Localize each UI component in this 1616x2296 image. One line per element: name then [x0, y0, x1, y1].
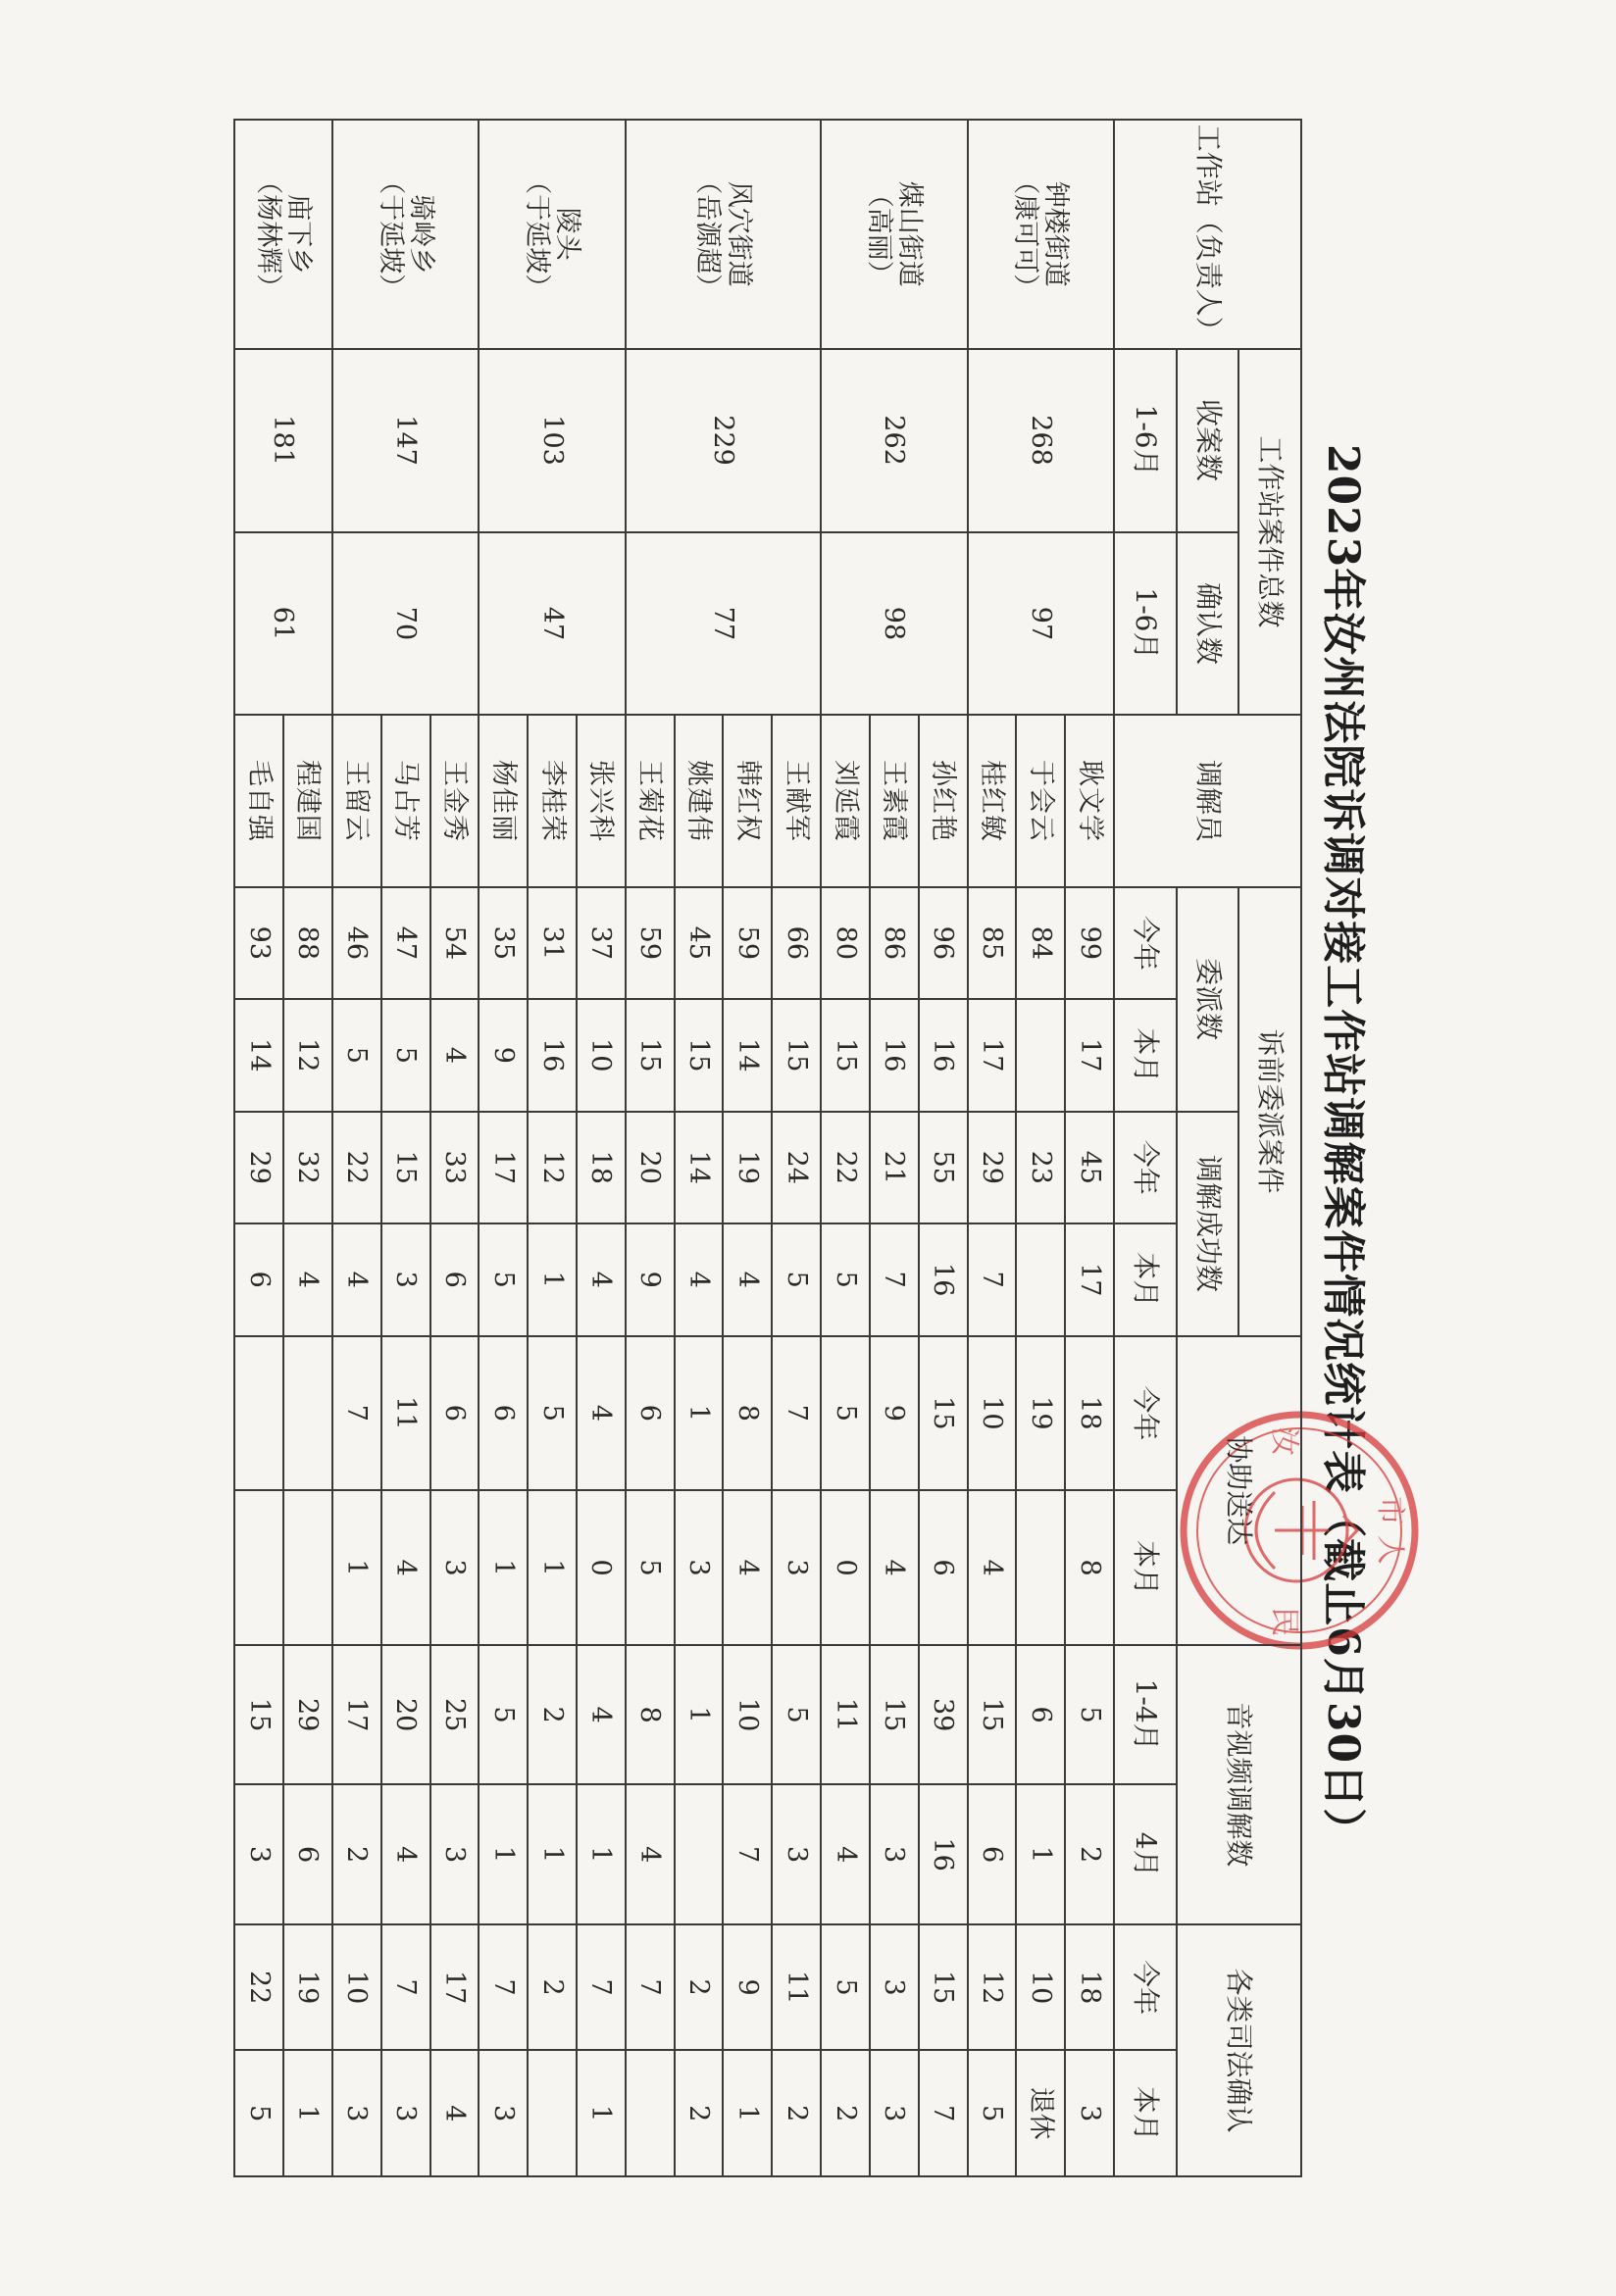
cell-assigned-month: 16 [870, 999, 919, 1111]
cell-judicial-year: 9 [724, 1924, 773, 2050]
mediator-name: 杨佳丽 [479, 715, 528, 886]
cell-judicial-year: 17 [430, 1924, 480, 2050]
mediator-name: 程建国 [283, 715, 332, 886]
cell-av-april: 3 [870, 1784, 919, 1924]
cell-service-year [283, 1336, 332, 1491]
cell-service-month: 3 [675, 1490, 724, 1645]
workstation-lead: （岳源超） [692, 168, 724, 301]
cell-service-month: 0 [577, 1490, 626, 1645]
header-av-april: 4月 [1114, 1784, 1177, 1924]
table-row [772, 120, 821, 2176]
cell-success-month: 5 [479, 1223, 528, 1335]
cell-av-april: 2 [1065, 1784, 1114, 1924]
cell-assigned-month: 17 [1065, 999, 1114, 1111]
cell-judicial-year: 7 [479, 1924, 528, 2050]
cell-av-jan-apr: 8 [626, 1645, 675, 1785]
cell-assigned-year: 59 [724, 887, 773, 999]
workstation-name: 陵头 [552, 207, 583, 261]
cell-service-month: 4 [381, 1490, 430, 1645]
cell-service-year: 19 [1016, 1336, 1065, 1491]
cell-assigned-year: 66 [772, 887, 821, 999]
cell-judicial-year: 3 [870, 1924, 919, 2050]
cell-assigned-year: 37 [577, 887, 626, 999]
cell-judicial-year: 10 [332, 1924, 381, 2050]
cell-success-month: 6 [430, 1223, 480, 1335]
cell-success-month: 5 [821, 1223, 870, 1335]
statistics-table [233, 119, 1302, 2177]
cell-av-april: 16 [919, 1784, 968, 1924]
header-judicial-month: 本月 [1114, 2050, 1177, 2176]
mediator-name: 毛自强 [234, 715, 283, 886]
cell-service-month [1016, 1490, 1065, 1645]
header-total-group: 工作站案件总数 [1238, 349, 1301, 716]
svg-text:民: 民 [1267, 1607, 1301, 1636]
cell-service-year: 5 [528, 1336, 577, 1491]
cell-av-jan-apr: 15 [234, 1645, 283, 1785]
cell-judicial-year: 10 [1016, 1924, 1065, 2050]
station-confirmed-count: 97 [968, 532, 1114, 716]
cell-success-month: 3 [381, 1223, 430, 1335]
station-received-count: 229 [626, 349, 821, 532]
cell-av-jan-apr: 2 [528, 1645, 577, 1785]
cell-success-month: 4 [675, 1223, 724, 1335]
station-received-count: 268 [968, 349, 1114, 532]
cell-success-month: 6 [234, 1223, 283, 1335]
cell-success-year: 45 [1065, 1112, 1114, 1223]
cell-success-year: 24 [772, 1112, 821, 1223]
cell-judicial-month: 3 [381, 2050, 430, 2176]
cell-success-year: 18 [577, 1112, 626, 1223]
cell-service-month: 3 [430, 1490, 480, 1645]
cell-judicial-year: 7 [626, 1924, 675, 2050]
cell-service-month [283, 1490, 332, 1645]
cell-av-april: 3 [234, 1784, 283, 1924]
header-service-group: 协助送达 [1177, 1336, 1301, 1645]
cell-av-april: 1 [577, 1784, 626, 1924]
cell-av-april: 4 [381, 1784, 430, 1924]
svg-text:市 人: 市 人 [1373, 1496, 1407, 1565]
mediator-name: 王素霞 [870, 715, 919, 886]
cell-success-year: 33 [430, 1112, 480, 1223]
cell-service-month: 0 [821, 1490, 870, 1645]
cell-success-month [1016, 1223, 1065, 1335]
cell-assigned-year: 45 [675, 887, 724, 999]
mediator-name: 马占芳 [381, 715, 430, 886]
cell-success-month: 5 [772, 1223, 821, 1335]
mediator-name: 韩红权 [724, 715, 773, 886]
header-service-month: 本月 [1114, 1490, 1177, 1645]
cell-success-year: 29 [968, 1112, 1017, 1223]
cell-av-april: 2 [332, 1784, 381, 1924]
cell-service-year: 6 [430, 1336, 480, 1491]
workstation-lead: （于延坡） [522, 168, 553, 301]
station-received-count: 262 [821, 349, 967, 532]
cell-judicial-month: 3 [332, 2050, 381, 2176]
cell-success-month: 4 [724, 1223, 773, 1335]
cell-success-month: 16 [919, 1223, 968, 1335]
cell-assigned-month: 5 [381, 999, 430, 1111]
cell-assigned-year: 54 [430, 887, 480, 999]
cell-assigned-month: 5 [332, 999, 381, 1111]
station-confirmed-count: 98 [821, 532, 967, 716]
cell-service-year: 6 [479, 1336, 528, 1491]
rotated-sheet [229, 119, 1407, 2177]
workstation-name: 骑岭乡 [405, 194, 436, 275]
cell-av-jan-apr: 15 [870, 1645, 919, 1785]
mediator-name: 王菊花 [626, 715, 675, 886]
cell-av-jan-apr: 39 [919, 1645, 968, 1785]
cell-judicial-month [528, 2050, 577, 2176]
cell-success-month: 7 [968, 1223, 1017, 1335]
cell-success-year: 55 [919, 1112, 968, 1223]
cell-assigned-month: 9 [479, 999, 528, 1111]
workstation-cell [479, 120, 625, 349]
cell-assigned-year: 31 [528, 887, 577, 999]
cell-success-month: 17 [1065, 1223, 1114, 1335]
header-av-group: 音视频调解数 [1177, 1645, 1301, 1924]
workstation-cell [332, 120, 479, 349]
cell-success-month: 4 [332, 1223, 381, 1335]
cell-success-year: 32 [283, 1112, 332, 1223]
cell-service-year: 10 [968, 1336, 1017, 1491]
cell-av-april: 4 [821, 1784, 870, 1924]
cell-service-year: 4 [577, 1336, 626, 1491]
station-confirmed-count: 47 [479, 532, 625, 716]
cell-service-year: 1 [675, 1336, 724, 1491]
cell-av-april: 1 [528, 1784, 577, 1924]
cell-av-jan-apr: 17 [332, 1645, 381, 1785]
cell-av-jan-apr: 20 [381, 1645, 430, 1785]
cell-service-year: 7 [772, 1336, 821, 1491]
cell-service-month: 3 [772, 1490, 821, 1645]
cell-judicial-month: 1 [577, 2050, 626, 2176]
workstation-lead: （高丽） [863, 180, 894, 287]
cell-judicial-year: 7 [381, 1924, 430, 2050]
cell-service-month: 5 [626, 1490, 675, 1645]
document-title: 2023年汝州法院诉调对接工作站调解案件情况统计表（截止6月30日） [1318, 443, 1368, 1853]
cell-judicial-month: 4 [430, 2050, 480, 2176]
mediator-name: 耿文学 [1065, 715, 1114, 886]
cell-service-year: 11 [381, 1336, 430, 1491]
cell-success-month: 7 [870, 1223, 919, 1335]
cell-av-jan-apr: 5 [1065, 1645, 1114, 1785]
mediator-name: 张兴科 [577, 715, 626, 886]
cell-assigned-month: 17 [968, 999, 1017, 1111]
cell-success-year: 14 [675, 1112, 724, 1223]
cell-success-year: 22 [821, 1112, 870, 1223]
cell-av-jan-apr: 25 [430, 1645, 480, 1785]
cell-judicial-year: 5 [821, 1924, 870, 2050]
cell-success-year: 17 [479, 1112, 528, 1223]
cell-av-april: 6 [968, 1784, 1017, 1924]
header-success: 调解成功数 [1177, 1112, 1239, 1336]
cell-judicial-month: 退休 [1016, 2050, 1065, 2176]
cell-service-month: 1 [479, 1490, 528, 1645]
cell-service-year: 5 [821, 1336, 870, 1491]
cell-success-month: 1 [528, 1223, 577, 1335]
mediator-name: 于会云 [1016, 715, 1065, 886]
cell-service-year: 9 [870, 1336, 919, 1491]
table-row [283, 120, 332, 2176]
mediator-name: 李桂荣 [528, 715, 577, 886]
cell-success-year: 29 [234, 1112, 283, 1223]
cell-service-month: 4 [968, 1490, 1017, 1645]
cell-av-april: 3 [430, 1784, 480, 1924]
cell-assigned-year: 35 [479, 887, 528, 999]
cell-av-jan-apr: 15 [968, 1645, 1017, 1785]
cell-service-month: 4 [724, 1490, 773, 1645]
header-assigned-year: 今年 [1114, 887, 1177, 999]
cell-av-jan-apr: 6 [1016, 1645, 1065, 1785]
cell-judicial-year: 2 [528, 1924, 577, 2050]
header-success-year: 今年 [1114, 1112, 1177, 1223]
cell-assigned-year: 93 [234, 887, 283, 999]
cell-assigned-month: 15 [772, 999, 821, 1111]
cell-judicial-month: 2 [772, 2050, 821, 2176]
header-period-confirmed: 1-6月 [1114, 532, 1177, 716]
cell-av-april: 4 [626, 1784, 675, 1924]
cell-av-april [675, 1784, 724, 1924]
header-success-month: 本月 [1114, 1223, 1177, 1335]
svg-text:汝: 汝 [1267, 1426, 1301, 1456]
cell-service-month: 4 [870, 1490, 919, 1645]
cell-success-year: 12 [528, 1112, 577, 1223]
cell-assigned-month: 12 [283, 999, 332, 1111]
mediator-name: 王金秀 [430, 715, 480, 886]
cell-success-year: 19 [724, 1112, 773, 1223]
cell-av-jan-apr: 10 [724, 1645, 773, 1785]
cell-judicial-month: 2 [675, 2050, 724, 2176]
cell-assigned-year: 46 [332, 887, 381, 999]
cell-success-year: 20 [626, 1112, 675, 1223]
cell-service-month: 8 [1065, 1490, 1114, 1645]
workstation-cell [626, 120, 821, 349]
cell-assigned-month: 16 [919, 999, 968, 1111]
workstation-lead: （于延坡） [375, 168, 406, 301]
table-row [1065, 120, 1114, 2176]
cell-assigned-year: 47 [381, 887, 430, 999]
header-judicial-year: 今年 [1114, 1924, 1177, 2050]
cell-service-year [234, 1336, 283, 1491]
cell-success-month: 4 [577, 1223, 626, 1335]
station-confirmed-count: 61 [234, 532, 332, 716]
cell-av-april: 1 [1016, 1784, 1065, 1924]
cell-assigned-month: 16 [528, 999, 577, 1111]
cell-assigned-month: 15 [821, 999, 870, 1111]
cell-av-april: 1 [479, 1784, 528, 1924]
cell-judicial-year: 11 [772, 1924, 821, 2050]
cell-success-year: 21 [870, 1112, 919, 1223]
cell-av-jan-apr: 11 [821, 1645, 870, 1785]
cell-service-year: 15 [919, 1336, 968, 1491]
table-row [919, 120, 968, 2176]
header-confirmed: 确认数 [1177, 532, 1239, 716]
header-assigned: 委派数 [1177, 887, 1239, 1112]
cell-judicial-month: 3 [870, 2050, 919, 2176]
mediator-name: 桂红敏 [968, 715, 1017, 886]
station-received-count: 103 [479, 349, 625, 532]
table-row [430, 120, 480, 2176]
cell-service-year: 18 [1065, 1336, 1114, 1491]
header-workstation: 工作站（负责人） [1114, 120, 1301, 349]
cell-assigned-month: 10 [577, 999, 626, 1111]
cell-judicial-month: 3 [1065, 2050, 1114, 2176]
header-judicial-group: 各类司法确认 [1177, 1924, 1301, 2176]
mediator-name: 王献军 [772, 715, 821, 886]
cell-av-april: 3 [772, 1784, 821, 1924]
cell-assigned-month: 15 [675, 999, 724, 1111]
cell-assigned-month: 4 [430, 999, 480, 1111]
cell-av-jan-apr: 5 [772, 1645, 821, 1785]
cell-service-month [234, 1490, 283, 1645]
cell-assigned-month: 14 [724, 999, 773, 1111]
cell-success-month: 4 [283, 1223, 332, 1335]
workstation-name: 庙下乡 [282, 194, 314, 275]
workstation-cell [821, 120, 967, 349]
station-confirmed-count: 70 [332, 532, 479, 716]
header-service-year: 今年 [1114, 1336, 1177, 1491]
cell-assigned-month: 15 [626, 999, 675, 1111]
cell-service-year: 8 [724, 1336, 773, 1491]
workstation-cell [968, 120, 1114, 349]
cell-assigned-year: 88 [283, 887, 332, 999]
cell-judicial-month [626, 2050, 675, 2176]
mediator-name: 王留云 [332, 715, 381, 886]
cell-assigned-month [1016, 999, 1065, 1111]
header-av-jan-apr: 1-4月 [1114, 1645, 1177, 1785]
cell-av-jan-apr: 5 [479, 1645, 528, 1785]
cell-service-month: 1 [528, 1490, 577, 1645]
cell-judicial-month: 3 [479, 2050, 528, 2176]
workstation-lead: （康可可） [1010, 168, 1041, 301]
workstation-lead: （杨林辉） [252, 168, 283, 301]
cell-service-month: 1 [332, 1490, 381, 1645]
station-confirmed-count: 77 [626, 532, 821, 716]
cell-assigned-month: 14 [234, 999, 283, 1111]
mediator-name: 刘延霞 [821, 715, 870, 886]
mediator-name: 姚建伟 [675, 715, 724, 886]
cell-service-year: 7 [332, 1336, 381, 1491]
cell-judicial-year: 18 [1065, 1924, 1114, 2050]
table-row [577, 120, 626, 2176]
header-prelit-group: 诉前委派案件 [1238, 887, 1301, 1336]
cell-judicial-month: 7 [919, 2050, 968, 2176]
mediator-name: 孙红艳 [919, 715, 968, 886]
cell-judicial-month: 2 [821, 2050, 870, 2176]
cell-assigned-year: 84 [1016, 887, 1065, 999]
cell-assigned-year: 86 [870, 887, 919, 999]
cell-judicial-month: 1 [283, 2050, 332, 2176]
cell-judicial-year: 2 [675, 1924, 724, 2050]
cell-success-year: 22 [332, 1112, 381, 1223]
header-mediator: 调解员 [1114, 715, 1301, 886]
cell-judicial-month: 5 [234, 2050, 283, 2176]
cell-av-april: 6 [283, 1784, 332, 1924]
cell-assigned-year: 99 [1065, 887, 1114, 999]
workstation-name: 煤山街道 [893, 180, 925, 287]
cell-success-year: 15 [381, 1112, 430, 1223]
cell-success-year: 23 [1016, 1112, 1065, 1223]
header-assigned-month: 本月 [1114, 999, 1177, 1111]
cell-judicial-year: 15 [919, 1924, 968, 2050]
cell-service-year: 6 [626, 1336, 675, 1491]
cell-assigned-year: 59 [626, 887, 675, 999]
cell-av-jan-apr: 4 [577, 1645, 626, 1785]
cell-judicial-month: 5 [968, 2050, 1017, 2176]
workstation-name: 钟楼街道 [1040, 180, 1072, 287]
cell-judicial-year: 12 [968, 1924, 1017, 2050]
cell-judicial-year: 19 [283, 1924, 332, 2050]
cell-success-month: 9 [626, 1223, 675, 1335]
workstation-cell [234, 120, 332, 349]
cell-av-jan-apr: 29 [283, 1645, 332, 1785]
cell-service-month: 6 [919, 1490, 968, 1645]
header-period-received: 1-6月 [1114, 349, 1177, 532]
cell-judicial-year: 7 [577, 1924, 626, 2050]
cell-judicial-month: 1 [724, 2050, 773, 2176]
cell-assigned-year: 85 [968, 887, 1017, 999]
cell-av-jan-apr: 1 [675, 1645, 724, 1785]
cell-assigned-year: 96 [919, 887, 968, 999]
cell-av-april: 7 [724, 1784, 773, 1924]
station-received-count: 147 [332, 349, 479, 532]
header-received: 收案数 [1177, 349, 1239, 532]
workstation-name: 风穴街道 [723, 180, 754, 287]
station-received-count: 181 [234, 349, 332, 532]
cell-judicial-year: 22 [234, 1924, 283, 2050]
cell-assigned-year: 80 [821, 887, 870, 999]
